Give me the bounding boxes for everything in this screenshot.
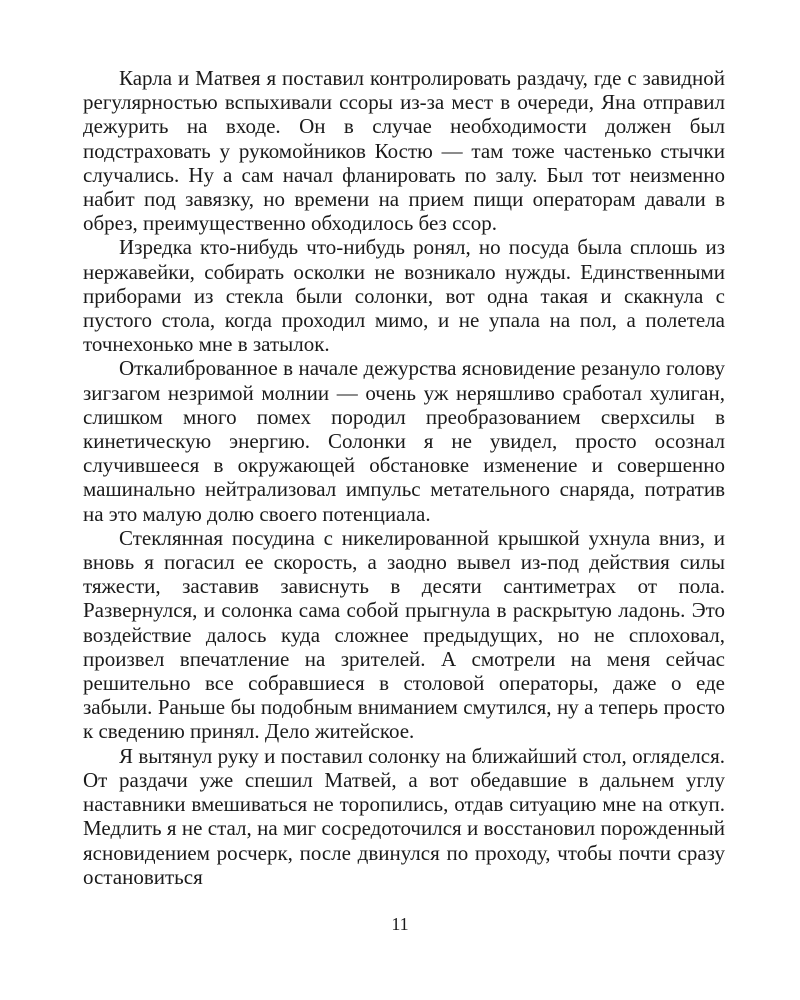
paragraph-2: Изредка кто-нибудь что-нибудь ронял, но посуда была сплошь из нержавейки, собирать осколки не возникало нужды. Единственными приборами из стекла были солонки, вот одна такая и скакнула с пустого стола, когда проходил мимо, и не упала на пол, а полетела точнехонько мне в затылок. — [83, 235, 725, 357]
main-text — [83, 66, 725, 889]
paragraph-1: Карла и Матвея я поставил контролировать раздачу, где с завидной регулярностью вспыхивали ссоры из-за мест в очереди, Яна отправил дежурить на входе. Он в случае необходимости должен был подстраховать у рукомойников Костю — там тоже частенько стычки случались. Ну а сам начал фланировать по залу. Был тот неизменно набит под завязку, но времени на прием пищи операторам давали в обрез, преимущественно обходилось без ссор. — [83, 66, 725, 236]
paragraph-3: Откалиброванное в начале дежурства ясновидение резануло голову зигзагом незримой молнии — очень уж неряшливо сработал хулиган, слишком много помех породил преобразованием сверхсилы в кинетическую энергию. Солонки я не увидел, просто осознал случившееся в окружающей обстановке изменение и совершенно машинально нейтрализовал импульс метательного снаряда, потратив на это малую долю своего потенциала. — [83, 356, 725, 526]
paragraph-4: Стеклянная посудина с никелированной крышкой ухнула вниз, и вновь я погасил ее скорость, а заодно вывел из-под действия силы тяжести, заставив зависнуть в десяти сантиметрах от пола. Развернулся, и солонка сама собой прыгнула в раскрытую ладонь. Это воздействие далось куда сложнее предыдущих, но не сплоховал, произвел впечатление на зрителей. А смотрели на меня сейчас решительно все собравшиеся в столовой операторы, даже о еде забыли. Раньше бы подобным вниманием смутился, ну а теперь просто к сведению принял. Дело житейское. — [83, 525, 725, 744]
page-number: 11 — [391, 914, 409, 934]
paragraph-5: Я вытянул руку и поставил солонку на ближайший стол, огляделся. От раздачи уже спешил Матвей, а вот обедавшие в дальнем углу наставники вмешиваться не торопились, отдав ситуацию мне на откуп. Медлить я не стал, на миг сосредоточился и восстановил порожденный ясновидением росчерк, после двинулся по проходу, чтобы почти сразу остановиться — [83, 743, 725, 889]
